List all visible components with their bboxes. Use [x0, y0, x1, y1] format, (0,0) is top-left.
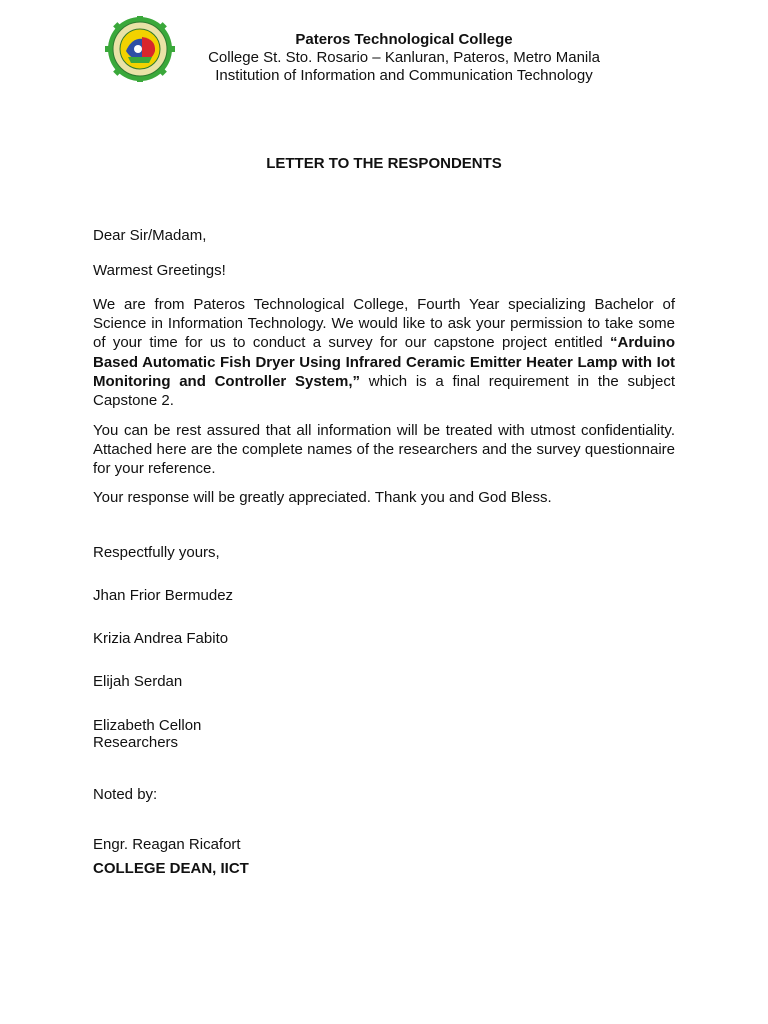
- noted-by: [93, 785, 675, 804]
- closing-text: Respectfully yours,: [93, 544, 220, 561]
- document-title: LETTER TO THE RESPONDENTS: [266, 155, 502, 172]
- paragraph-2-text: You can be rest assured that all information will be treated with utmost confidentiality. Attached here are the complete names of the researchers and the survey questionnaire for your reference.: [93, 422, 675, 478]
- noted-by-text: Noted by:: [93, 786, 158, 803]
- dean-title: COLLEGE DEAN, IICT: [93, 860, 249, 878]
- researcher-2: [93, 629, 675, 648]
- college-name: Pateros Technological College: [295, 31, 513, 48]
- researcher-1: [93, 586, 675, 605]
- college-seal-logo: [104, 16, 176, 82]
- researcher-name: Jhan Frior Bermudez: [93, 587, 234, 604]
- letterhead: [180, 31, 628, 85]
- paragraph-2: [93, 421, 675, 479]
- greeting-text: Warmest Greetings!: [93, 262, 226, 279]
- college-address: College St. Sto. Rosario – Kanluran, Pateros, Metro Manila: [208, 49, 600, 66]
- closing: [93, 543, 675, 562]
- researcher-4: [93, 716, 675, 752]
- paragraph-3: [93, 488, 675, 507]
- paragraph-1-intro: We are from Pateros Technological College, Fourth Year specializing Bachelor of Science in Information Technology. We would like to ask your permission to take some of your time for us to conduct a survey for our capstone project entitled: [93, 296, 675, 352]
- institution-name: Institution of Information and Communication Technology: [215, 67, 593, 84]
- paragraph-1-text: [93, 295, 675, 410]
- researcher-name: Elizabeth Cellon: [93, 717, 202, 734]
- researcher-name: Krizia Andrea Fabito: [93, 630, 229, 647]
- researchers-label: Researchers: [93, 734, 179, 752]
- researcher-3: [93, 672, 675, 691]
- paragraph-3-text: Your response will be greatly appreciated. Thank you and God Bless.: [93, 489, 552, 506]
- dean-signature: [93, 835, 675, 878]
- paragraph-1: [93, 295, 675, 410]
- project-title: “Arduino Based Automatic Fish Dryer Using Infrared Ceramic Emitter Heater Lamp with Iot Monitoring and Controller System,”: [93, 334, 675, 390]
- greeting: [93, 261, 675, 280]
- paragraph-1-ending: which is a final requirement in the subject Capstone 2.: [93, 372, 675, 410]
- dean-name: Engr. Reagan Ricafort: [93, 836, 241, 853]
- researcher-name: Elijah Serdan: [93, 673, 183, 690]
- salutation-text: Dear Sir/Madam,: [93, 227, 207, 244]
- salutation: [93, 226, 675, 245]
